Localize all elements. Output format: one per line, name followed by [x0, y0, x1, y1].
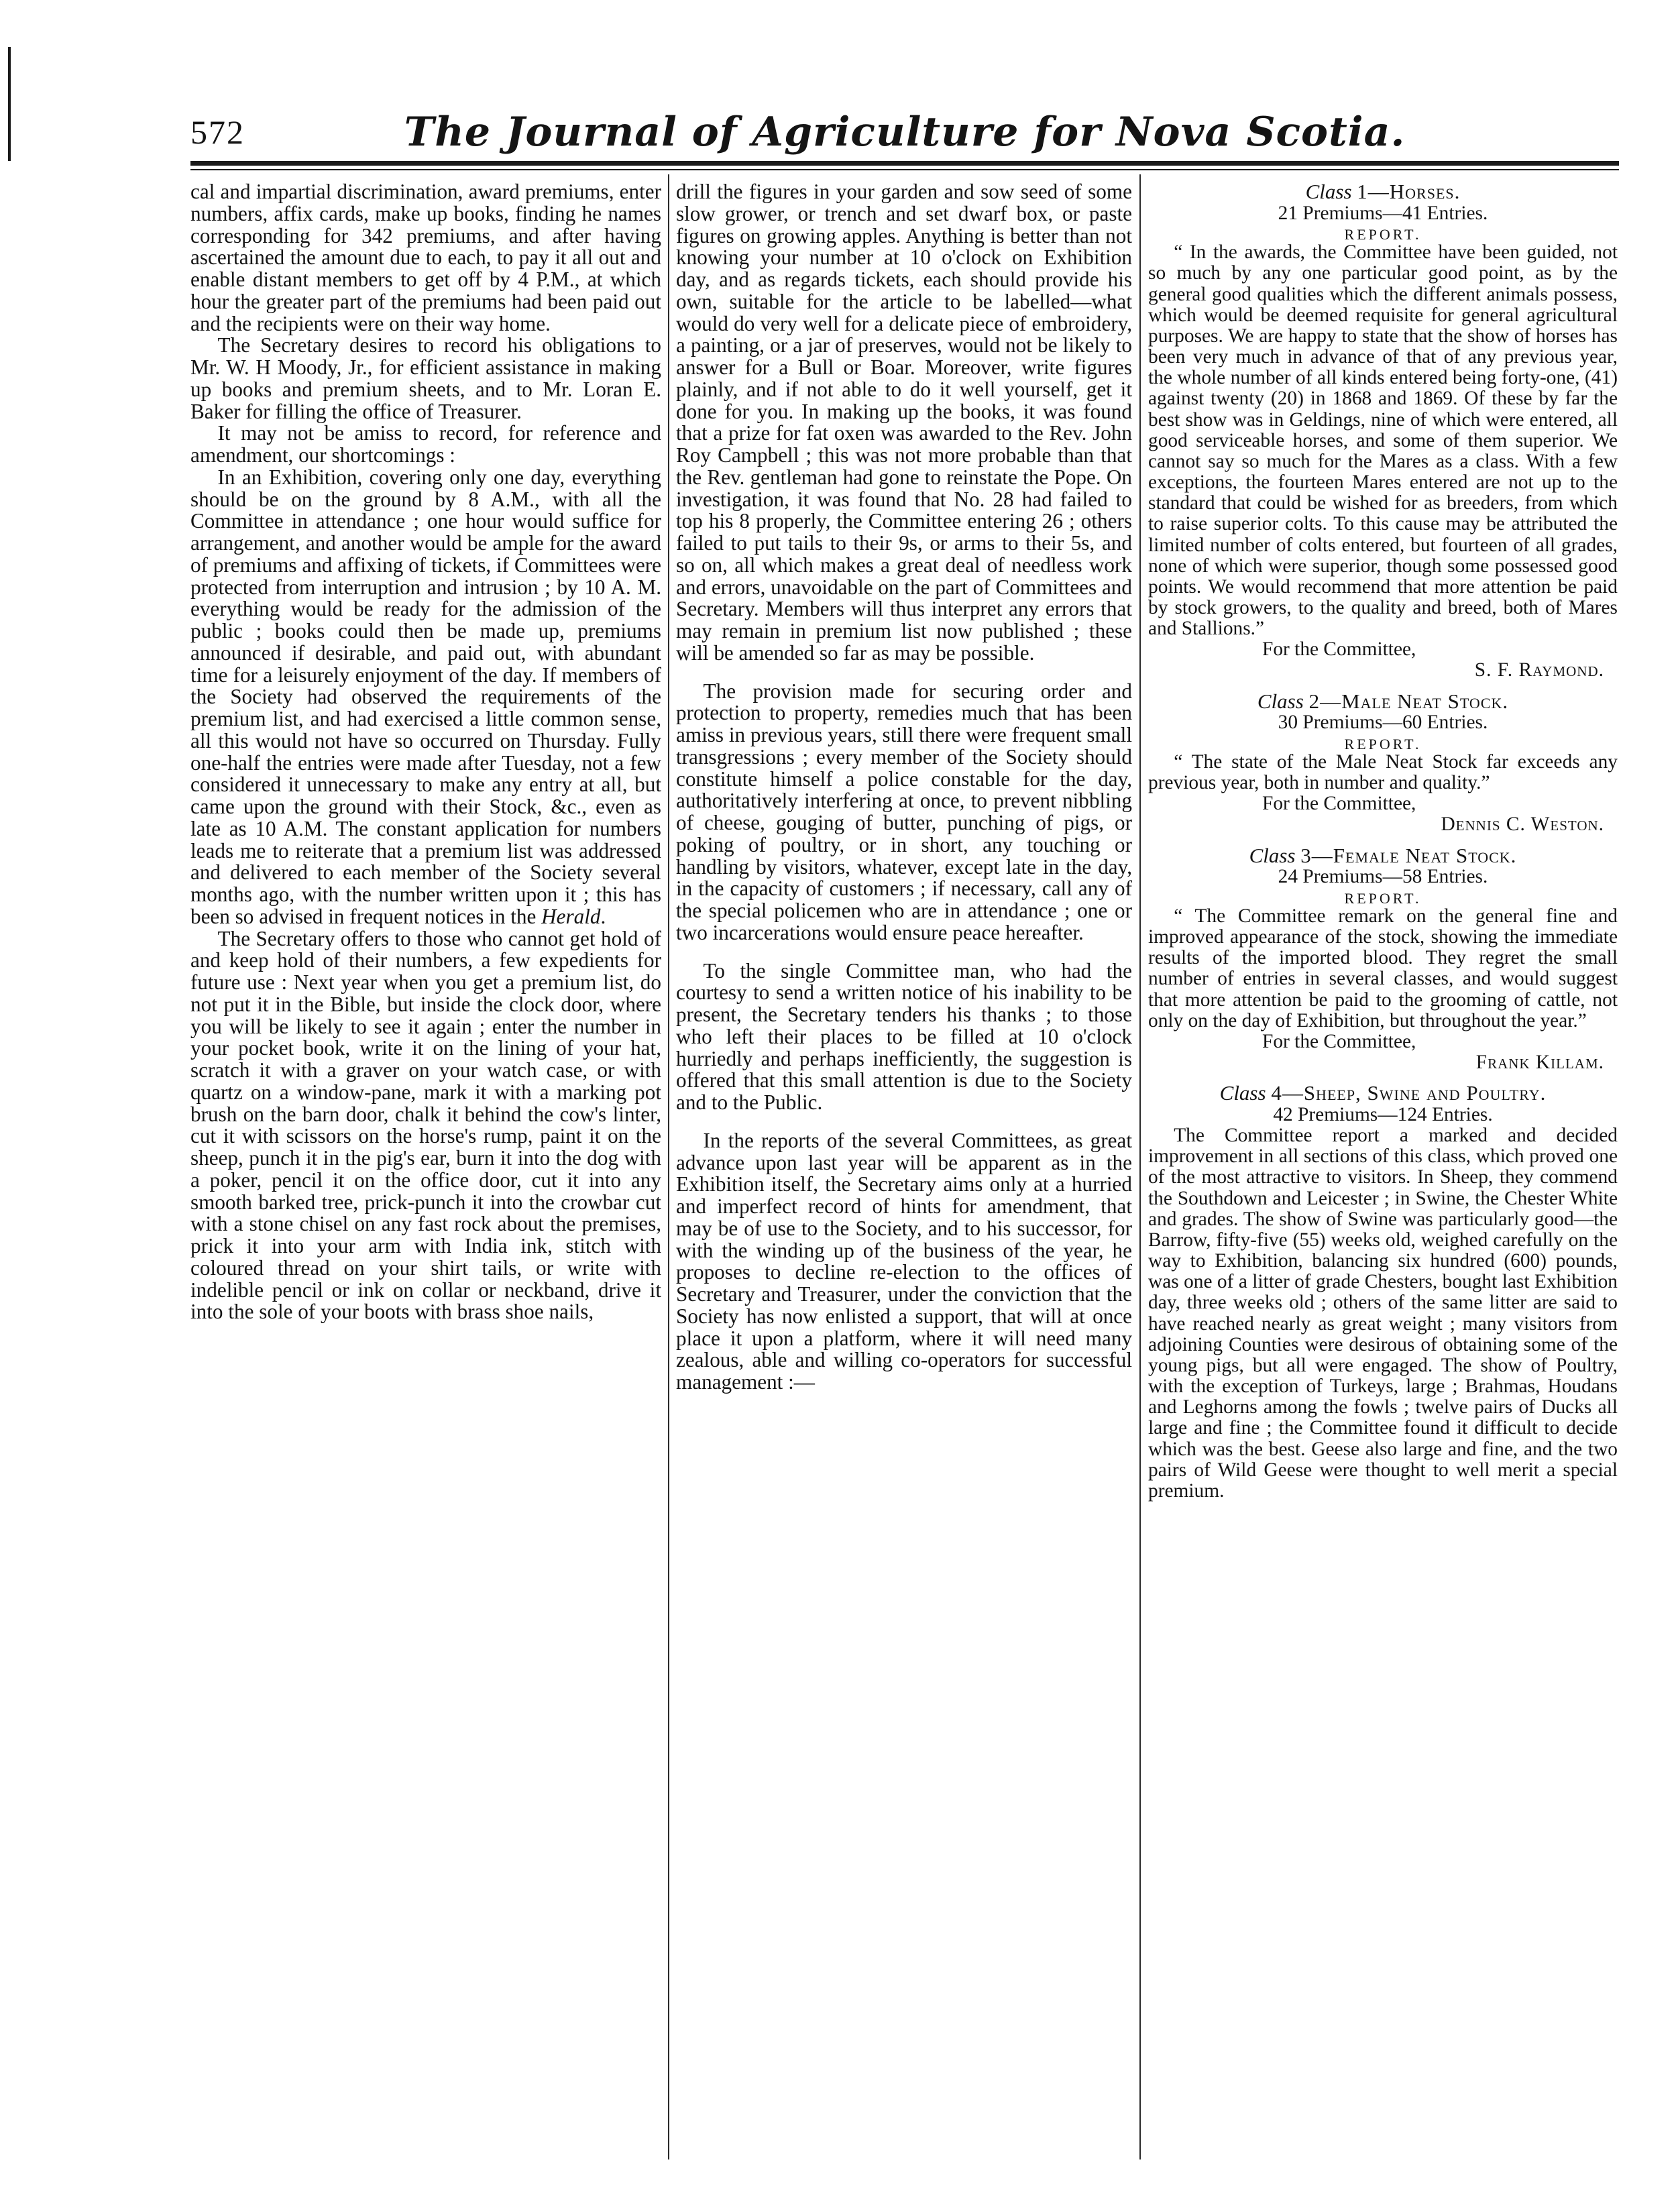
class-counts: 21 Premiums—41 Entries.	[1278, 202, 1488, 224]
report-heading: REPORT.	[1344, 889, 1422, 907]
class-heading: Class 2—Male Neat Stock.	[1257, 689, 1509, 713]
paragraph: The Secretary desires to record his obligations to Mr. W. H Moody, Jr., for efficient assistance in making up books and premium sheets, and to Mr. Loran E. Baker for filling the office of Treasurer.	[190, 333, 661, 423]
column-divider-1	[668, 174, 669, 2159]
column-divider-2	[1139, 174, 1141, 2159]
margin-scan-mark	[8, 47, 11, 161]
class-heading: Class 4—Sheep, Swine and Poultry.	[1219, 1081, 1547, 1105]
paragraph: drill the figures in your garden and sow seed of some slow grower, or trench and set dwarf box, or paste figures on growing apples. Anything is better than not knowing your number at 10 o'clock on Exhibition day, and as regards tickets, each should provide his own, suitable for the article to be labelled—what would do very well for a delicate piece of embroidery, a painting, or a jar of preserves, would not be likely to answer for a Bull or Boar. Moreover, write figures plainly, and if not able to do it well yourself, get it done for you. In making up the books, it was found that a prize for fat oxen was awarded to the Rev. John Roy Campbell ; this was not more probable than that the Rev. gentleman had gone to reinstate the Pope. On investigation, it was found that No. 28 had failed to top his 8 properly, the Committee entering 26 ; others failed to put tails to their 9s, or arms to their 5s, and so on, all which makes a great deal of needless work and errors, unavoidable on the part of Committees and Secretary. Members will thus interpret any errors that may remain in premium list now published ; these will be amended so far as may be possible.	[676, 181, 1132, 665]
signature-line: For the Committee,	[1262, 638, 1416, 661]
signature-line: For the Committee,	[1262, 793, 1416, 815]
column-2	[676, 181, 1132, 2126]
report-text: “ The state of the Male Neat Stock far exceeds any previous year, both in number and quality.”	[1148, 750, 1618, 794]
class-heading: Class 1—Horses.	[1305, 181, 1461, 203]
report-heading: REPORT.	[1344, 735, 1422, 752]
class-heading: Class 3—Female Neat Stock.	[1249, 843, 1517, 867]
paragraph: The provision made for securing order and protection to property, remedies much that has been amiss in previous years, still there were frequent small transgressions ; every member of the Society should constitute himself a police constable for the day, authoritatively interfering at once, to prevent nibbling of cheese, gouging of butter, punching of pigs, or poking of poultry, or in short, any touching or handling by visitors, whatever, except late in the day, in the capacity of customers ; if necessary, call any of the special policemen who are in attendance ; one or two incarcerations would ensure peace hereafter.	[676, 679, 1132, 944]
paragraph: It may not be amiss to record, for reference and amendment, our shortcomings :	[190, 421, 661, 467]
class-counts: 42 Premiums—124 Entries.	[1273, 1104, 1493, 1125]
herald-reference: Herald	[541, 904, 601, 928]
report-text: The Committee report a marked and decided improvement in all sections of this class, which proved one of the most attractive to visitors. In Sheep, they commend the Southdown and Leicester ; in Swine, the Chester White and grades. The show of Swine was particularly good—the Barrow, fifty-five (55) weeks old, weighed carefully on the way to Exhibition, balancing six hundred (600) pounds, was one of a litter of grade Chesters, bought last Exhibition day, three weeks old ; others of the same litter are said to have reached nearly as great weight ; many visitors from adjoining Counties were desirous of obtaining some of the young pigs, but all were engaged. The show of Poultry, with the exception of Turkeys, large ; Brahmas, Houdans and Leghorns among the fowls ; twelve pairs of Ducks all large and fine ; the Committee found it difficult to decide which was the best. Geese also large and fine, and the two pairs of Wild Geese were thought to well merit a special premium.	[1148, 1125, 1618, 1502]
column-3	[1148, 181, 1618, 2126]
header-rule-thin	[190, 169, 1619, 170]
column-1	[190, 181, 661, 2126]
class-counts: 30 Premiums—60 Entries.	[1278, 712, 1488, 734]
signature-name: Frank Killam.	[1475, 1051, 1604, 1073]
paragraph: In the reports of the several Committees, as great advance upon last year will be apparent as in the Exhibition itself, the Secretary aims only at a hurried and imperfect record of hints for amendment, that may be of use to the Society, and to his successor, for with the winding up of the business of the year, he proposes to decline re-election to the offices of Secretary and Treasurer, under the conviction that the Society has now enlisted a support, that will at once place it upon a platform, where it will need many zealous, able and willing co-operators for successful management :—	[676, 1128, 1132, 1394]
paragraph: In an Exhibition, covering only one day, everything should be on the ground by 8 A.M., with all the Committee in attendance ; one hour would suffice for arrangement, and another would be ample for the award of premiums and affixing of tickets, if Committees were protected from interruption and intrusion ; by 10 A. M. everything would be ready for the admission of the public ; books could then be made up, premiums announced if desirable, and paid out, with abundant time for a leisurely enjoyment of the day. If members of the Society had observed the requirements of the premium list, and had exercised a little common sense, all this would not have so occurred on Thursday. Fully one-half the entries were made after Tuesday, not a few considered it unnecessary to make any entry at all, but came upon the ground with their Stock, &c., even as late as 10 A.M. The constant application for numbers leads me to reiterate that a premium list was addressed and delivered to each member of the Society several months ago, with the number written upon it ; this has been so advised in frequent notices in the Herald.	[190, 465, 661, 928]
report-heading: REPORT.	[1344, 226, 1422, 243]
header-rule-thick	[190, 161, 1619, 166]
paragraph: The Secretary offers to those who cannot get hold of and keep hold of their numbers, a few expedients for future use : Next year when you get a premium list, do not put it in the Bible, but inside the clock door, where you will be likely to see it again ; enter the number in your pocket book, write it on the lining of your hat, scratch it with a graver on your watch case, or with quartz on a window-pane, mark it with a marking pot brush on the barn door, chalk it behind the cow's linter, cut it with scissors on the horse's rump, paint it on the sheep, punch it in the pig's ear, burn it into the dog with a poker, pencil it on the office door, cut it into any smooth barked tree, prick-punch it into the crowbar cut with a stone chisel on any fast rock about the premises, prick it into your arm with India ink, stitch with coloured thread on your shirt tails, or write with indelible pencil or ink on collar or neckband, drive it into the sole of your boots with brass shoe nails,	[190, 926, 661, 1324]
signature-name: Dennis C. Weston.	[1441, 813, 1604, 836]
page-header	[190, 109, 1619, 166]
class-counts: 24 Premiums—58 Entries.	[1278, 866, 1488, 888]
signature-name: S. F. Raymond.	[1474, 659, 1604, 681]
signature-line: For the Committee,	[1262, 1030, 1416, 1052]
running-title: The Journal of Agriculture for Nova Scotia.	[404, 109, 1406, 156]
paragraph: To the single Committee man, who had the courtesy to send a written notice of his inability to be present, the Secretary tenders his thanks ; to those who left their places to be filled at 10 o'clock hurriedly and perhaps inefficiently, the suggestion is offered that this small attention is due to the Society and to the Public.	[676, 958, 1132, 1114]
report-text: “ In the awards, the Committee have been guided, not so much by any one particular good point, as by the general good qualities which the different animals possess, which would be deemed requisite for general agricultural purposes. We are happy to state that the show of horses has been very much in advance of that of any previous year, the whole number of all kinds entered being forty-one, (41) against twenty (20) in 1868 and 1869. Of these by far the best show was in Geldings, nine of which were entered, all good serviceable horses, and some of them superior. We cannot say so much for the Mares as a class. With a few exceptions, the fourteen Mares entered are not up to the standard that could be wished for as breeders, from which to raise superior colts. To this cause may be attributed the limited number of colts entered, but fourteen of all grades, none of which were superior, though some possessed good points. We would recommend that more attention be paid by stock growers, to the quality and breed, both of Mares and Stallions.”	[1148, 241, 1618, 640]
page-number: 572	[190, 113, 245, 151]
report-text: “ The Committee remark on the general fine and improved appearance of the stock, showing the immediate results of the imported blood. They regret the small number of entries in several classes, and would suggest that more attention be paid to the grooming of cattle, not only on the day of Exhibition, but throughout the year.”	[1148, 905, 1618, 1031]
paragraph-text: In an Exhibition, covering only one day, everything should be on the ground by 8 A.M., with all the Committee in attendance ; one hour would suffice for arrangement, and another would be ample for the award of premiums and affixing of tickets, if Committees were protected from interruption and intrusion ; by 10 A. M. everything would be ready for the admission of the public ; books could then be made up, premiums announced if desirable, and paid out, with abundant time for a leisurely enjoyment of the day. If members of the Society had observed the requirements of the premium list, and had exercised a little common sense, all this would not have so occurred on Thursday. Fully one-half the entries were made after Tuesday, not a few considered it unnecessary to make any entry at all, but came upon the ground with their Stock, &c., even as late as 10 A.M. The constant application for numbers leads me to reiterate that a premium list was addressed and delivered to each member of the Society several months ago, with the number written upon it ; this has been so advised in frequent notices in the	[190, 465, 661, 928]
paragraph: cal and impartial discrimination, award premiums, enter numbers, affix cards, make up books, finding he names corresponding for 342 premiums, and after having ascertained the amount due to each, to pay it all out and enable distant members to get off by 4 P.M., at which hour the greater part of the premiums had been paid out and the recipients were on their way home.	[190, 181, 661, 335]
